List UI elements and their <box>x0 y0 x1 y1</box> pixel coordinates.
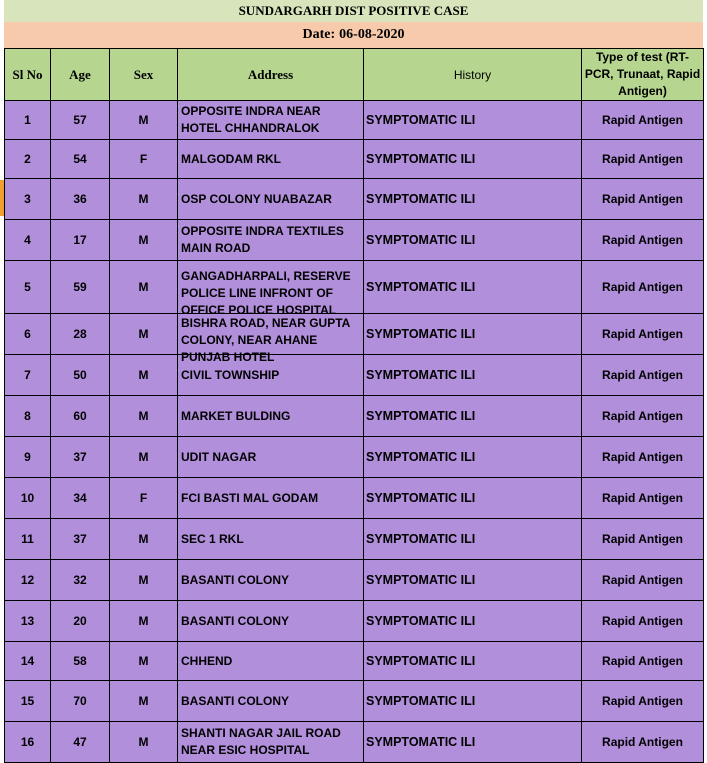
cell-address[interactable] <box>178 396 364 437</box>
cell-age[interactable]: 37 <box>51 437 110 478</box>
address-text: OPPOSITE INDRA TEXTILES MAIN ROAD <box>181 224 344 255</box>
header-history[interactable]: History <box>364 49 582 101</box>
cell-address[interactable] <box>178 681 364 722</box>
cell-sex[interactable]: F <box>110 140 178 179</box>
address-text: GANGADHARPALI, RESERVE POLICE LINE INFRONT OF OFFICE POLICE HOSPITAL <box>181 269 351 317</box>
table-row <box>5 560 704 601</box>
cell-test-type[interactable]: Rapid Antigen <box>582 601 704 642</box>
cell-test-type[interactable]: Rapid Antigen <box>582 681 704 722</box>
table-row <box>5 261 704 314</box>
address-text: BISHRA ROAD, NEAR GUPTA COLONY, NEAR AHANE PUNJAB HOTEL <box>181 316 350 364</box>
cell-sex[interactable]: M <box>110 560 178 601</box>
cell-sex[interactable]: M <box>110 179 178 220</box>
address-text: BASANTI COLONY <box>181 693 289 708</box>
table-row <box>5 179 704 220</box>
cell-sex[interactable]: M <box>110 519 178 560</box>
cell-history[interactable]: SYMPTOMATIC ILI <box>364 314 582 355</box>
table-row <box>5 722 704 763</box>
cell-age[interactable]: 28 <box>51 314 110 355</box>
cell-history[interactable]: SYMPTOMATIC ILI <box>364 101 582 140</box>
cell-age[interactable]: 17 <box>51 220 110 261</box>
cell-history[interactable]: SYMPTOMATIC ILI <box>364 560 582 601</box>
cell-address[interactable] <box>178 179 364 220</box>
cell-history[interactable]: SYMPTOMATIC ILI <box>364 355 582 396</box>
cell-address[interactable] <box>178 220 364 261</box>
address-text: MALGODAM RKL <box>181 151 281 166</box>
cell-history[interactable]: SYMPTOMATIC ILI <box>364 642 582 681</box>
header-sex[interactable]: Sex <box>110 49 178 101</box>
table-row <box>5 140 704 179</box>
cell-age[interactable]: 47 <box>51 722 110 763</box>
cell-age[interactable]: 59 <box>51 261 110 314</box>
cell-sl-no[interactable]: 9 <box>5 437 51 478</box>
cell-test-type[interactable]: Rapid Antigen <box>582 396 704 437</box>
cell-address[interactable] <box>178 601 364 642</box>
cell-test-type[interactable]: Rapid Antigen <box>582 642 704 681</box>
table-row <box>5 355 704 396</box>
cell-age[interactable]: 50 <box>51 355 110 396</box>
address-text: UDIT NAGAR <box>181 449 257 464</box>
cell-sex[interactable]: M <box>110 437 178 478</box>
cell-test-type[interactable]: Rapid Antigen <box>582 140 704 179</box>
cell-address[interactable] <box>178 261 364 317</box>
cell-age[interactable]: 36 <box>51 179 110 220</box>
cell-history[interactable]: SYMPTOMATIC ILI <box>364 396 582 437</box>
cell-sl-no[interactable]: 7 <box>5 355 51 396</box>
cell-sex[interactable]: M <box>110 642 178 681</box>
cell-sl-no[interactable]: 16 <box>5 722 51 763</box>
cell-test-type[interactable]: Rapid Antigen <box>582 220 704 261</box>
cell-test-type[interactable]: Rapid Antigen <box>582 519 704 560</box>
header-type-of-test[interactable]: Type of test (RT-PCR, Trunaat, Rapid Antigen) <box>582 49 704 101</box>
cell-history[interactable]: SYMPTOMATIC ILI <box>364 179 582 220</box>
cell-sex[interactable]: M <box>110 722 178 763</box>
cell-history[interactable]: SYMPTOMATIC ILI <box>364 601 582 642</box>
cell-test-type[interactable]: Rapid Antigen <box>582 355 704 396</box>
cell-history[interactable]: SYMPTOMATIC ILI <box>364 261 582 314</box>
table-row <box>5 220 704 261</box>
table-row <box>5 519 704 560</box>
address-text: OPPOSITE INDRA NEAR HOTEL CHHANDRALOK <box>181 104 321 135</box>
cell-address[interactable] <box>178 437 364 478</box>
cell-age[interactable]: 20 <box>51 601 110 642</box>
address-text: CIVIL TOWNSHIP <box>181 367 280 382</box>
header-age[interactable]: Age <box>51 49 110 101</box>
address-text: BASANTI COLONY <box>181 572 289 587</box>
cell-sl-no[interactable]: 2 <box>5 140 51 179</box>
header-address[interactable]: Address <box>178 49 364 101</box>
cell-age[interactable]: 32 <box>51 560 110 601</box>
table-row <box>5 478 704 519</box>
address-text: OSP COLONY NUABAZAR <box>181 191 332 206</box>
cell-sl-no[interactable]: 6 <box>5 314 51 355</box>
cell-sl-no[interactable]: 4 <box>5 220 51 261</box>
cell-sl-no[interactable]: 3 <box>5 179 51 220</box>
address-text: BASANTI COLONY <box>181 613 289 628</box>
table-row <box>5 681 704 722</box>
table-row <box>5 601 704 642</box>
cell-sex[interactable]: M <box>110 681 178 722</box>
cell-sex[interactable]: M <box>110 355 178 396</box>
cell-sex[interactable]: M <box>110 601 178 642</box>
cell-address[interactable] <box>178 642 364 681</box>
cell-test-type[interactable]: Rapid Antigen <box>582 261 704 314</box>
cell-sl-no[interactable]: 12 <box>5 560 51 601</box>
cell-history[interactable]: SYMPTOMATIC ILI <box>364 681 582 722</box>
date-value: 06-08-2020 <box>339 27 405 42</box>
cell-test-type[interactable]: Rapid Antigen <box>582 722 704 763</box>
sheet-title: SUNDARGARH DIST POSITIVE CASE <box>4 0 703 23</box>
cell-age[interactable]: 58 <box>51 642 110 681</box>
table-row <box>5 437 704 478</box>
cell-age[interactable]: 34 <box>51 478 110 519</box>
cell-sl-no[interactable]: 1 <box>5 101 51 140</box>
cell-sl-no[interactable]: 14 <box>5 642 51 681</box>
cell-test-type[interactable]: Rapid Antigen <box>582 478 704 519</box>
cell-address[interactable] <box>178 519 364 560</box>
table-row <box>5 396 704 437</box>
cell-history[interactable]: SYMPTOMATIC ILI <box>364 519 582 560</box>
cell-history[interactable]: SYMPTOMATIC ILI <box>364 437 582 478</box>
cell-address[interactable] <box>178 101 364 140</box>
cell-age[interactable]: 54 <box>51 140 110 179</box>
cell-test-type[interactable]: Rapid Antigen <box>582 101 704 140</box>
cell-address[interactable] <box>178 478 364 519</box>
cell-history[interactable]: SYMPTOMATIC ILI <box>364 140 582 179</box>
cell-age[interactable]: 70 <box>51 681 110 722</box>
table-row <box>5 101 704 140</box>
cell-sex[interactable]: M <box>110 314 178 355</box>
table-row <box>5 314 704 355</box>
address-text: MARKET BULDING <box>181 408 291 423</box>
cell-address[interactable] <box>178 560 364 601</box>
cell-address[interactable] <box>178 722 364 763</box>
cell-sl-no[interactable]: 13 <box>5 601 51 642</box>
cell-test-type[interactable]: Rapid Antigen <box>582 437 704 478</box>
cell-sl-no[interactable]: 11 <box>5 519 51 560</box>
cell-age[interactable]: 37 <box>51 519 110 560</box>
cell-test-type[interactable]: Rapid Antigen <box>582 179 704 220</box>
date-band <box>4 22 703 48</box>
cell-sex[interactable]: M <box>110 396 178 437</box>
cell-age[interactable]: 57 <box>51 101 110 140</box>
cell-history[interactable]: SYMPTOMATIC ILI <box>364 722 582 763</box>
address-text: CHHEND <box>181 653 233 668</box>
cell-history[interactable]: SYMPTOMATIC ILI <box>364 478 582 519</box>
cell-sex[interactable]: M <box>110 101 178 140</box>
address-text: SEC 1 RKL <box>181 531 244 546</box>
cell-sl-no[interactable]: 5 <box>5 261 51 314</box>
header-sl-no[interactable]: Sl No <box>5 49 51 101</box>
header-row <box>5 49 704 101</box>
cell-history[interactable]: SYMPTOMATIC ILI <box>364 220 582 261</box>
cell-age[interactable]: 60 <box>51 396 110 437</box>
cell-test-type[interactable]: Rapid Antigen <box>582 314 704 355</box>
cell-sex[interactable]: F <box>110 478 178 519</box>
table-row <box>5 642 704 681</box>
cell-sl-no[interactable]: 15 <box>5 681 51 722</box>
positive-case-table <box>4 48 704 763</box>
date-label: Date: <box>302 27 336 42</box>
cell-address[interactable] <box>178 314 364 364</box>
cell-sex[interactable]: M <box>110 220 178 261</box>
cell-sl-no[interactable]: 10 <box>5 478 51 519</box>
cell-sex[interactable]: M <box>110 261 178 314</box>
address-text: SHANTI NAGAR JAIL ROAD NEAR ESIC HOSPITAL <box>181 726 341 757</box>
address-text: FCI BASTI MAL GODAM <box>181 490 319 505</box>
cell-test-type[interactable]: Rapid Antigen <box>582 560 704 601</box>
cell-sl-no[interactable]: 8 <box>5 396 51 437</box>
cell-address[interactable] <box>178 140 364 179</box>
